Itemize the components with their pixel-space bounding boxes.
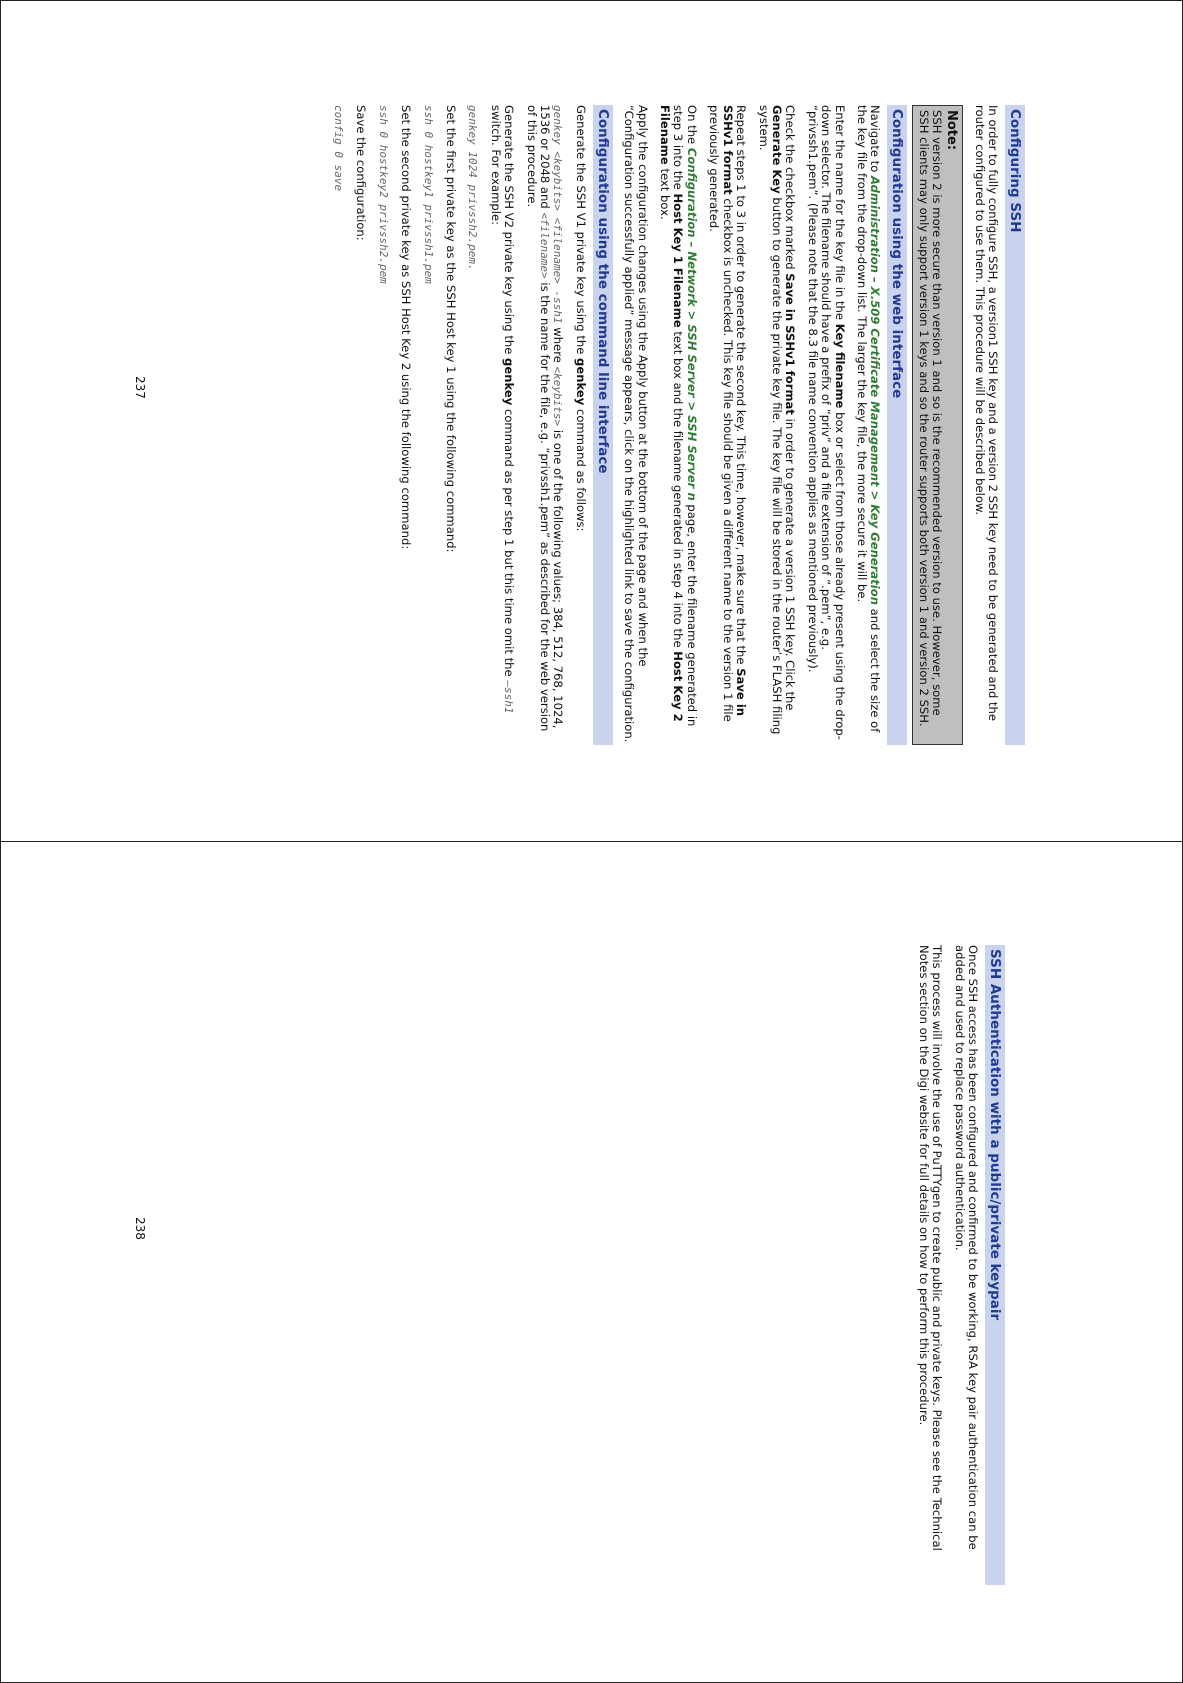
inline-code: <filename> (538, 212, 552, 279)
text: box or select from those already present using the drop-down selector. The filename should have a prefix of “priv” and a file extension of “.pem”, e.g. “privssh1.pem”. (Please note that the 8.3 file name convention applies as mentioned previously). (805, 105, 847, 740)
bold-text: genkey (502, 358, 517, 406)
note-box (912, 105, 963, 745)
text: Generate the SSH V2 private key using the (502, 105, 517, 359)
cli-step-3 (488, 105, 515, 745)
text: Enter the name for the key file in the (832, 105, 847, 324)
nav-path-key-generation: Administration – X.509 Certificate Management > Key Generation (868, 176, 883, 605)
web-step-1 (855, 105, 882, 745)
bold-text: Host Key 2 Filename (658, 105, 686, 722)
text: Check the checkbox marked (783, 105, 798, 274)
web-step-6: Apply the configuration changes using the Apply button at the bottom of the page and when the “Configuration successfully applied” message appears, click on the highlighted link to save the configuration. (622, 105, 650, 743)
text: is one of the following values; 384, 512, 768, 1024, 1536 or 2048 and (538, 105, 566, 729)
text: Navigate to (868, 105, 883, 177)
text: page, enter the filename generated in step 3 into the (671, 105, 699, 727)
command-hostkey1: ssh 0 hostkey1 privssh1.pem (421, 105, 435, 284)
text: checkbox is unchecked. This key file should be given a different name to the version 1 file previously generated. (707, 105, 735, 722)
cli-step-5: Set the second private key as SSH Host Key 2 using the following command: (399, 105, 414, 550)
heading-web-interface: Configuration using the web interface (887, 105, 907, 745)
cli-step-6: Save the configuration: (354, 105, 369, 241)
text: text box and the filename generated in step 4 into the (671, 327, 686, 652)
note-title: Note: (944, 110, 960, 151)
text: command as per step 1 but this time omit the (502, 405, 517, 681)
heading-cli: Configuration using the command line interface (593, 105, 613, 745)
text: switch. For example: (488, 105, 503, 225)
inline-code: genkey <keybits> <filename> -ssh1 (551, 105, 565, 324)
web-step-3 (756, 105, 796, 745)
text: On the (684, 105, 699, 148)
auth-paragraph-2: This process will involve the use of PuTTYgen to create public and private keys. Please see the Technical Notes section on the Digi website for full details on how to perform this procedure. (916, 945, 945, 1551)
bold-text: Save in SSHv1 format (783, 273, 798, 415)
text: Repeat steps 1 to 3 in order to generate the second key. This time, however, make sure that the (734, 105, 749, 669)
command-hostkey2: ssh 0 hostkey2 privssh2.pem (376, 105, 390, 284)
cli-step-1 (573, 105, 586, 745)
inline-code: –ssh1 (502, 680, 516, 714)
bold-text: Save in SSHv1 format (720, 105, 749, 717)
text: command as follows: (573, 405, 588, 532)
bold-text: Key filename (832, 323, 847, 409)
cli-step-2 (524, 105, 564, 745)
inline-code: <keybits> (551, 366, 565, 427)
text: where (551, 323, 566, 367)
heading-ssh-authentication: SSH Authentication with a public/private keypair (985, 945, 1005, 1585)
web-step-2 (805, 105, 845, 745)
auth-paragraph-1: Once SSH access has been configured and confirmed to be working, RSA key pair authentication can be added and used to replace password authentication. (952, 945, 980, 1550)
cli-step-4: Set the first private key as the SSH Host key 1 using the following command: (444, 105, 459, 553)
text: button to generate the private key file. The key file will be stored in the router’s FLASH filing system. (756, 105, 784, 735)
heading-configuring-ssh: Configuring SSH (1005, 105, 1025, 745)
web-step-5 (658, 105, 698, 745)
note-body: SSH version 2 is more secure than version 1 and so is the recommended version to use. However, some SSH clients may only support version 1 keys and so the router supports both version 1 and version 2 SSH. (916, 110, 945, 727)
web-step-4 (707, 105, 747, 745)
bold-text: Host Key 1 Filename (671, 193, 686, 328)
text: is the name for the file, e.g. “privssh1.pem” as described for the web version of this procedure. (524, 105, 553, 732)
bold-text: genkey (573, 358, 588, 406)
nav-path-ssh-server: Configuration – Network > SSH Server > SSH Server n (684, 147, 699, 501)
command-config-save: config 0 save (332, 105, 345, 192)
page-number: 238 (133, 1217, 147, 1240)
page-238 (0, 841, 1183, 1683)
page-number: 237 (133, 376, 147, 399)
command-genkey: genkey 1024 privssh2.pem. (466, 105, 480, 271)
text: and select the size of the key file from the drop-down list. The larger the key file, the more secure it will be. (854, 105, 883, 733)
page-238-content (907, 945, 1005, 1585)
bold-text: Generate Key (769, 105, 784, 194)
text: in order to generate a version 1 SSH key. Click the (783, 414, 798, 711)
intro-paragraph: In order to fully configure SSH, a version1 SSH key and a version 2 SSH key need to be generated and the router configured to use them. This procedure will be described below. (972, 105, 1000, 722)
text: text box. (658, 164, 673, 220)
page-237-content (323, 105, 1025, 745)
text: Generate the SSH V1 private key using the (573, 105, 588, 359)
